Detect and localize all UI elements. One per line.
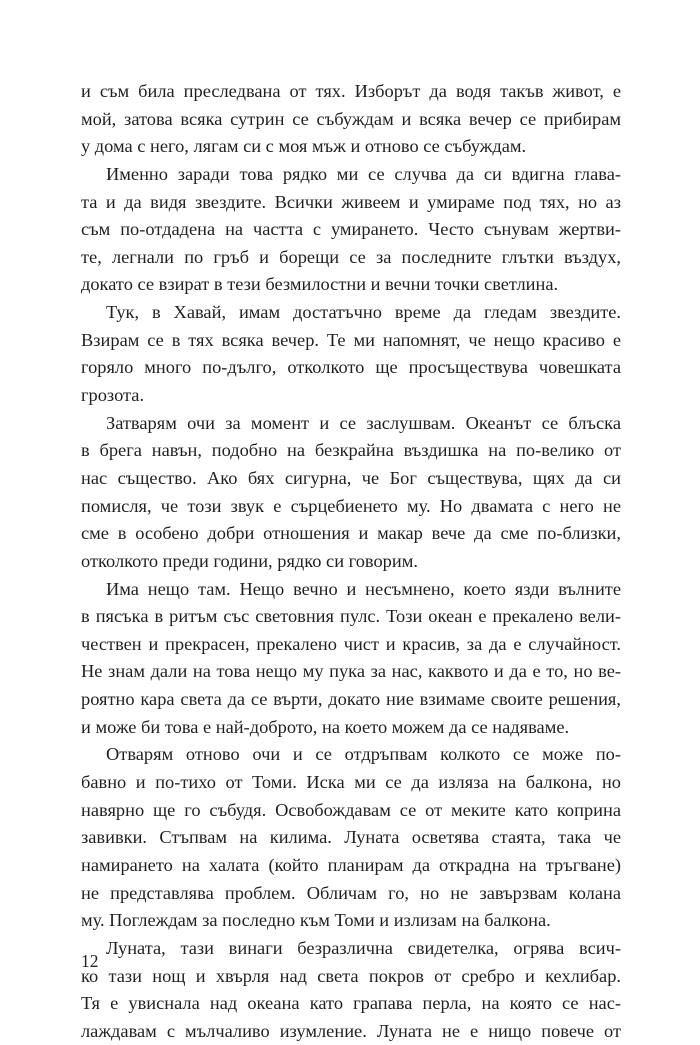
paragraph	[81, 741, 621, 934]
text-line: роятно кара света да се върти, докато ние взимаме своите решения,	[81, 689, 621, 710]
paragraph	[81, 161, 621, 299]
text-line: грозота.	[81, 385, 145, 406]
text-line: горяло много по-дълго, отколкото ще просъществува човешката	[81, 357, 621, 378]
text-line: та и да видя звездите. Всички живеем и умираме под тях, но аз	[81, 191, 621, 212]
text-line: чествен и прекрасен, прекалено чист и красив, за да е случайност.	[81, 633, 621, 654]
text-line: и съм била преследвана от тях. Изборът да водя такъв живот, е	[81, 81, 621, 101]
text-line: отколкото преди години, рядко си говорим.	[81, 550, 418, 571]
text-line: Има нещо там. Нещо вечно и несъмнено, което язди вълните	[106, 578, 621, 599]
body-text	[81, 78, 621, 1045]
text-line: Именно заради това рядко ми се случва да си вдигна глава-	[106, 163, 621, 184]
text-line: Луната, тази винаги безразлична свидетелка, огрява всич-	[106, 937, 621, 958]
text-line: Взирам се в тях всяка вечер. Те ми напомнят, че нещо красиво е	[81, 329, 621, 350]
paragraph	[81, 935, 621, 1045]
text-line: сме в особено добри отношения и макар вече да сме по-близки,	[81, 523, 621, 544]
text-line: лаждавам с мълчаливо изумление. Луната не е нищо повече от	[81, 1020, 621, 1041]
text-line: докато се взират в тези безмилостни и вечни точки светлина.	[81, 274, 559, 295]
text-line: в брега навън, подобно на безкрайна въздишка на по-велико от	[81, 440, 621, 461]
text-line: бавно и по-тихо от Томи. Иска ми се да изляза на балкона, но	[81, 772, 621, 793]
text-line: Не знам дали на това нещо му пука за нас, каквото и да е то, но ве-	[81, 661, 621, 682]
text-line: не представлява проблем. Обличам го, но не завързвам колана	[81, 882, 621, 903]
paragraph	[81, 78, 621, 161]
text-line: Затварям очи за момент и се заслушвам. Океанът се блъска	[106, 412, 621, 433]
paragraph	[81, 410, 621, 576]
text-line: ко тази нощ и хвърля над света покров от сребро и кехлибар.	[81, 965, 621, 986]
paragraph	[81, 576, 621, 742]
text-line: намирането на халата (който планирам да открадна на тръгване)	[81, 854, 621, 875]
text-line: Отварям отново очи и се отдръпвам колкото се може по-	[106, 744, 621, 765]
text-line: в пясъка в ритъм със световния пулс. Този океан е прекалено вели-	[81, 606, 621, 627]
text-line: съм по-отдадена на частта с умирането. Често сънувам жертви-	[81, 219, 621, 240]
text-line: те, легнали по гръб и борещи се за последните глътки въздух,	[81, 246, 621, 267]
text-line: мой, затова всяка сутрин се събуждам и всяка вечер се прибирам	[81, 108, 621, 129]
text-line: завивки. Стъпвам на килима. Луната осветява стаята, така че	[81, 827, 621, 848]
page-number: 12	[81, 951, 99, 971]
text-line: помисля, че този звук е сърцебиенето му. Но двамата с него не	[81, 495, 621, 516]
text-line: Тя е увиснала над океана като грапава перла, на която се нас-	[81, 993, 621, 1014]
text-line: нас същество. Ако бях сигурна, че Бог съществува, щях да си	[81, 467, 621, 488]
text-line: Тук, в Хавай, имам достатъчно време да гледам звездите.	[106, 302, 621, 323]
paragraph	[81, 299, 621, 410]
text-line: у дома с него, лягам си с моя мъж и отново се събуждам.	[81, 136, 527, 157]
text-line: навярно ще го събудя. Освобождавам се от меките като коприна	[81, 799, 621, 820]
text-line: и може би това е най-доброто, на което можем да се надяваме.	[81, 716, 570, 737]
text-line: му. Поглеждам за последно към Томи и излизам на балкона.	[81, 910, 551, 931]
